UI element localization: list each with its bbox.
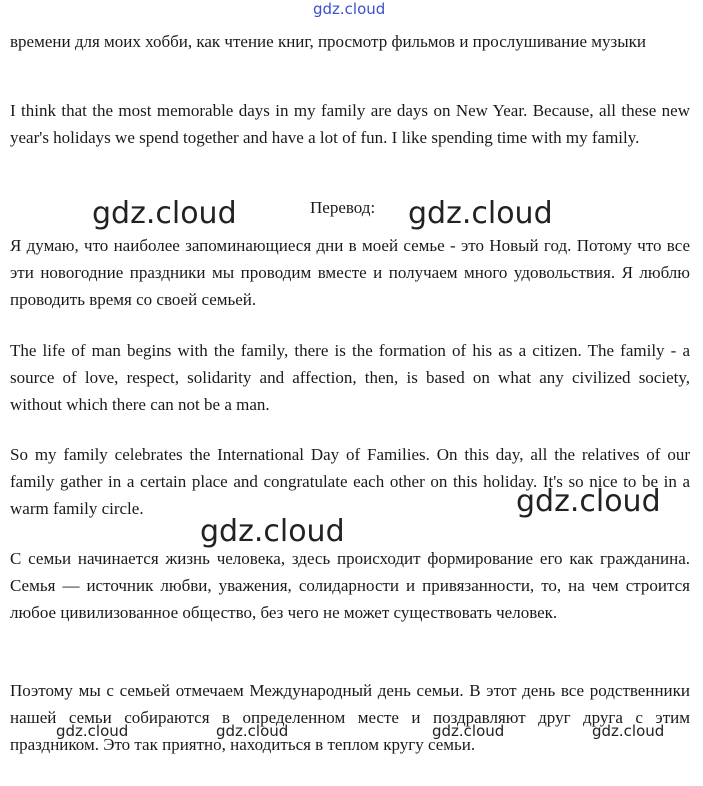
paragraph-2: I think that the most memorable days in my family are days on New Year. Because, all these new year's holidays we spend together and have a lot of fun. I like spending time with my family.: [10, 101, 690, 147]
paragraph-7: Поэтому мы с семьей отмечаем Международный день семьи. В этот день все родственники нашей семьи собираются в определенном месте и поздравляют друг друга с этим праздником. Это так приятно, находиться в теплом кругу семьи.: [10, 681, 690, 754]
paragraph-5: So my family celebrates the International Day of Families. On this day, all the relatives of our family gather in a certain place and congratulate each other on this holiday. It's so nice to be in a warm family circle.: [10, 445, 690, 518]
watermark-top: gdz.cloud: [313, 0, 386, 18]
watermark-bottom-left: gdz.cloud: [56, 722, 129, 740]
watermark-left-upper: gdz.cloud: [92, 196, 237, 231]
paragraph-6: С семьи начинается жизнь человека, здесь происходит формирование его как гражданина. Семья — источник любви, уважения, солидарности и привязанности, то, на чем строится любое цивилизованное общество, без чего не может существовать человек.: [10, 549, 690, 622]
paragraph-4: The life of man begins with the family, there is the formation of his as a citizen. The family - a source of love, respect, solidarity and affection, then, is based on what any civilized society, without which there can not be a man.: [10, 341, 690, 414]
watermark-right-upper: gdz.cloud: [408, 196, 553, 231]
watermark-bottom-center: gdz.cloud: [216, 722, 289, 740]
watermark-center-middle: gdz.cloud: [200, 514, 345, 549]
watermark-right-middle: gdz.cloud: [516, 484, 661, 519]
paragraph-1: времени для моих хобби, как чтение книг, просмотр фильмов и прослушивание музыки: [10, 32, 647, 51]
translation-label: Перевод:: [310, 198, 376, 217]
watermark-bottom-far-right: gdz.cloud: [592, 722, 665, 740]
paragraph-3: Я думаю, что наиболее запоминающиеся дни в моей семье - это Новый год. Потому что все эти новогодние праздники мы проводим вместе и получаем много удовольствия. Я люблю проводить время со своей семьей.: [10, 236, 690, 309]
watermark-bottom-right: gdz.cloud: [432, 722, 505, 740]
